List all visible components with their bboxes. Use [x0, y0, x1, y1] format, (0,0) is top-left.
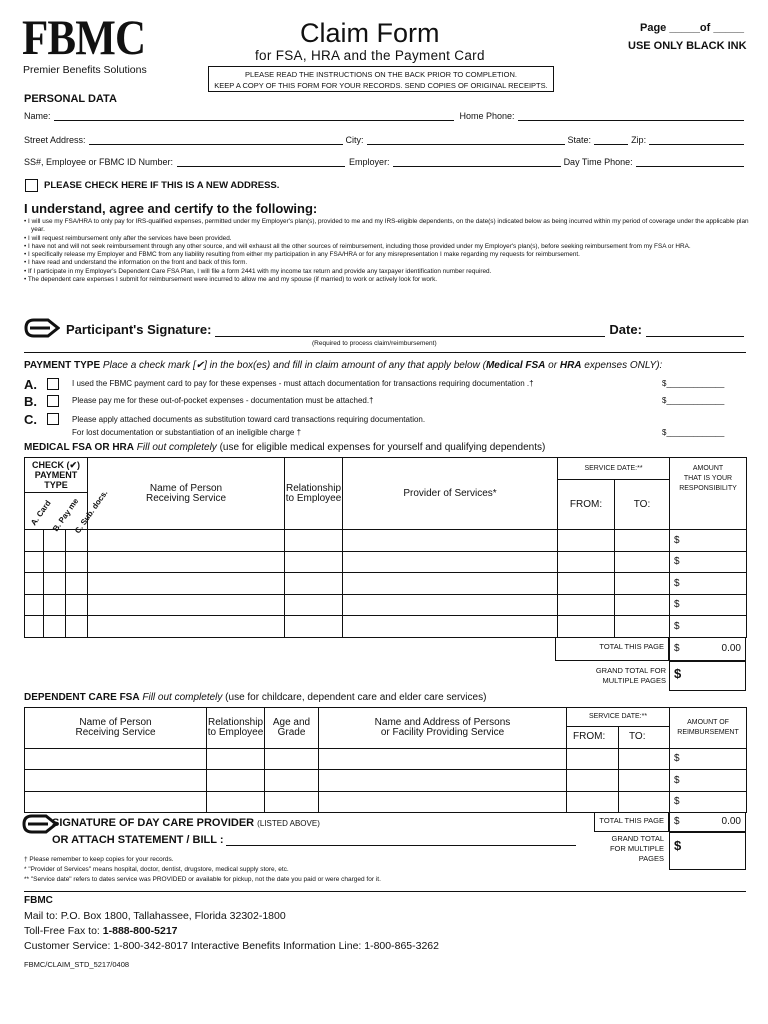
dc-age-column-header: Age and Grade: [265, 708, 319, 749]
state-label: State:: [567, 135, 592, 145]
ink-note: USE ONLY BLACK INK: [628, 40, 747, 52]
dependent-care-table: [24, 707, 747, 813]
table-row: [25, 551, 747, 573]
option-a-amount[interactable]: $_____________: [662, 379, 725, 388]
option-a-letter: A.: [24, 377, 37, 392]
notice-line-1: PLEASE READ THE INSTRUCTIONS ON THE BACK PRIOR TO COMPLETION.: [245, 70, 517, 79]
home-phone-label: Home Phone:: [459, 111, 515, 121]
signature-required-note: (Required to process claim/reimbursement): [312, 340, 437, 347]
new-address-checkbox[interactable]: [25, 179, 38, 192]
signature-label: Participant's Signature:: [66, 322, 212, 337]
ssn-input[interactable]: [177, 158, 345, 167]
fax-row: [24, 925, 178, 937]
payment-type-heading-row: PAYMENT TYPE Place a check mark [✔] in the box(es) and fill in claim amount of any that apply below (Medical FSA or HRA expenses ONLY):: [24, 360, 663, 371]
name-label: Name:: [24, 111, 51, 121]
form-title: Claim Form: [300, 18, 440, 48]
customer-service: Customer Service: 1-800-342-8017 Interactive Benefits Information Line: 1-800-865-3262: [24, 940, 439, 952]
amount-cell[interactable]: $: [670, 530, 747, 552]
personal-data-heading: PERSONAL DATA: [24, 93, 117, 105]
dc-provider-column-header: Name and Address of Persons or Facility Providing Service: [319, 708, 567, 749]
form-subtitle: for FSA, HRA and the Payment Card: [255, 48, 485, 63]
table-row: [25, 748, 747, 770]
footnote: * "Provider of Services" means hospital, doctor, dentist, drugstore, medical supply store, etc.: [24, 866, 289, 873]
certify-heading: I understand, agree and certify to the following:: [24, 201, 318, 216]
street-label: Street Address:: [24, 135, 86, 145]
service-date-header: SERVICE DATE:**: [558, 458, 670, 480]
id-row: [24, 157, 744, 167]
day-phone-label: Day Time Phone:: [563, 157, 633, 167]
option-c-checkbox[interactable]: [47, 413, 59, 425]
medical-expense-table: [24, 457, 747, 638]
new-address-label: PLEASE CHECK HERE IF THIS IS A NEW ADDRESS.: [44, 180, 280, 191]
dc-grand-dollar: $: [674, 838, 682, 853]
from-column-header: FROM:: [558, 480, 615, 530]
table-row: [25, 530, 747, 552]
option-a-text: I used the FBMC payment card to pay for these expenses - must attach documentation for transactions requiring documentation .†: [72, 379, 534, 388]
divider: [24, 891, 746, 892]
table-row: [25, 616, 747, 638]
street-input[interactable]: [89, 136, 343, 145]
table-row: [25, 594, 747, 616]
fbmc-logo: FBMC: [22, 9, 146, 65]
name-column-header: Name of Person Receiving Service: [88, 458, 285, 530]
state-input[interactable]: [594, 136, 628, 145]
dc-name-column-header: Name of Person Receiving Service: [25, 708, 207, 749]
option-b-text: Please pay me for these out-of-pocket expenses - documentation must be attached.†: [72, 396, 374, 405]
arrow-icon: [24, 318, 60, 338]
zip-input[interactable]: [649, 136, 744, 145]
table-row: [25, 770, 747, 792]
certify-item: • I will use my FSA/HRA to only pay for IRS-qualified expenses, permitted under my Employer's plan(s), provided to me and my IRS-eligible dependents, on the date(s) indicated below as being incurred within my period of coverage under the applicable plan year.: [24, 218, 749, 234]
notice-line-2: KEEP A COPY OF THIS FORM FOR YOUR RECORDS. SEND COPIES OF ORIGINAL RECEIPTS.: [214, 81, 548, 90]
amount-cell[interactable]: $: [670, 551, 747, 573]
provider-column-header: Provider of Services*: [343, 458, 558, 530]
day-care-signature-label: SIGNATURE OF DAY CARE PROVIDER: [52, 817, 255, 829]
col-c-sub-docs: C. Sub. docs.: [73, 488, 110, 536]
dc-to-column-header: TO:: [619, 727, 670, 749]
logo-tagline: Premier Benefits Solutions: [23, 64, 147, 76]
zip-label: Zip:: [631, 135, 647, 145]
amount-cell[interactable]: $: [670, 573, 747, 595]
medical-grand-total-box[interactable]: [669, 661, 746, 691]
certify-item: • I specifically release my Employer and FBMC from any liability resulting from either my participation in any FSA/HRA or for any misrepresentation I make regarding my requests for reimbursement.: [24, 251, 580, 259]
option-b-checkbox[interactable]: [47, 395, 59, 407]
table-row: [25, 573, 747, 595]
dc-service-date-header: SERVICE DATE:**: [567, 708, 670, 727]
option-c-letter: C.: [24, 412, 37, 427]
medical-total-value: 0.00: [721, 643, 741, 654]
medical-heading: MEDICAL FSA OR HRA: [24, 442, 134, 453]
certify-item: • I have read and understand the information on the front and back of this form.: [24, 259, 248, 267]
certify-item: • The dependent care expenses I submit for reimbursement were incurred to allow me and my spouse (if married) to work or actively look for work.: [24, 276, 438, 284]
dc-relationship-column-header: Relationship to Employee: [207, 708, 265, 749]
fax-label: Toll-Free Fax to:: [24, 925, 103, 937]
form-code: FBMC/CLAIM_STD_5217/0408: [24, 960, 130, 969]
day-care-signature-note: (LISTED ABOVE): [257, 819, 320, 828]
certify-item: • I have not and will not seek reimbursement through any other source, and will exhaust all the other sources of reimbursement, including those provided under my Employer's plan(s), before seeking reimbursement from my FSA or HRA.: [24, 242, 691, 250]
address-row: [24, 135, 744, 145]
dc-from-column-header: FROM:: [567, 727, 619, 749]
option-c-text: Please apply attached documents as substitution toward card transactions requiring documentation.: [72, 415, 426, 424]
option-b-letter: B.: [24, 394, 37, 409]
option-b-amount[interactable]: $_____________: [662, 396, 725, 405]
option-a-checkbox[interactable]: [47, 378, 59, 390]
signature-row: [66, 322, 744, 337]
amount-cell[interactable]: $: [670, 748, 747, 770]
payment-instruction: Place a check mark [✔] in the box(es) and fill in claim amount of any that apply below (: [102, 360, 486, 371]
payment-type-heading: PAYMENT TYPE: [24, 360, 101, 371]
dependent-heading: DEPENDENT CARE FSA: [24, 692, 140, 703]
day-phone-input[interactable]: [636, 158, 744, 167]
page-number-field[interactable]: Page _____of _____: [640, 22, 744, 34]
name-row: [24, 111, 744, 121]
amount-cell[interactable]: $: [670, 594, 747, 616]
certify-list: [24, 218, 754, 284]
payment-type-title: PAYMENT TYPE: [34, 470, 78, 490]
check-payment-type-header: [25, 458, 110, 536]
dependent-sub: (use for childcare, dependent care and elder care services): [225, 692, 487, 703]
employer-input[interactable]: [393, 158, 561, 167]
mail-address: Mail to: P.O. Box 1800, Tallahassee, Florida 32302-1800: [24, 910, 286, 922]
footnote: ** "Service date" refers to dates service was PROVIDED or available for pickup, not the date you paid or were charged for it.: [24, 876, 381, 883]
dc-total-label: TOTAL THIS PAGE: [594, 812, 669, 832]
dc-total-box[interactable]: [669, 812, 746, 832]
amount-cell[interactable]: $: [670, 616, 747, 638]
attach-statement-row: [52, 834, 576, 846]
certify-item: • If I participate in my Employer's Dependent Care FSA Plan, I will file a form 2441 with my income tax return and provide any taxpayer identification number required.: [24, 267, 492, 275]
certify-item: • I will request reimbursement only after the services have been provided.: [24, 234, 232, 242]
to-column-header: TO:: [615, 480, 670, 530]
dependent-sub-italic: Fill out completely: [142, 692, 223, 703]
date-input[interactable]: [646, 328, 744, 337]
relationship-column-header: Relationship to Employee: [285, 458, 343, 530]
dc-amount-column-header: AMOUNT OF REIMBURSEMENT: [670, 708, 747, 749]
dc-grand-total-label: GRAND TOTAL FOR MULTIPLE PAGES: [609, 834, 664, 863]
amount-cell[interactable]: $: [670, 791, 747, 813]
divider: [24, 352, 746, 353]
dc-total-dollar: $: [674, 816, 680, 827]
medical-total-box[interactable]: [669, 637, 746, 661]
check-title: CHECK (✔): [31, 460, 81, 470]
signature-input[interactable]: [215, 328, 605, 337]
medical-grand-total-label: GRAND TOTAL FOR MULTIPLE PAGES: [595, 666, 666, 685]
col-b-pay-me: B. Pay me: [51, 496, 81, 534]
day-care-signature-input[interactable]: [226, 837, 577, 846]
city-label: City:: [345, 135, 364, 145]
day-care-signature-row: [52, 817, 320, 829]
amount-cell[interactable]: $: [670, 770, 747, 792]
dc-grand-total-box[interactable]: [669, 832, 746, 870]
footnote: † Please remember to keep copies for your records.: [24, 856, 174, 863]
instructions-notice: [208, 66, 554, 92]
col-a-card: A. Card: [29, 498, 53, 528]
option-c-text-2: For lost documentation or substantiation of an ineligible charge †: [72, 428, 302, 437]
table-row: [25, 791, 747, 813]
city-input[interactable]: [367, 136, 565, 145]
dependent-heading-row: [24, 692, 486, 703]
medical-sub: (use for eligible medical expenses for yourself and qualifying dependents): [219, 442, 546, 453]
contact-org: FBMC: [24, 895, 53, 906]
home-phone-input[interactable]: [518, 112, 744, 121]
ssn-label: SS#, Employee or FBMC ID Number:: [24, 157, 174, 167]
medical-total-dollar: $: [674, 643, 680, 654]
amount-column-header: AMOUNT THAT IS YOUR RESPONSIBILITY: [670, 458, 747, 530]
name-input[interactable]: [54, 112, 454, 121]
dc-total-value: 0.00: [721, 816, 741, 827]
fax-number: 1-888-800-5217: [102, 925, 178, 937]
employer-label: Employer:: [349, 157, 390, 167]
medical-heading-row: [24, 442, 545, 453]
option-c-amount[interactable]: $_____________: [662, 428, 725, 437]
attach-statement-label: OR ATTACH STATEMENT / BILL :: [52, 834, 224, 846]
new-address-row: [25, 179, 279, 192]
medical-grand-dollar: $: [674, 666, 682, 681]
medical-total-label: TOTAL THIS PAGE: [555, 637, 669, 661]
medical-sub-italic: Fill out completely: [136, 442, 217, 453]
date-label: Date:: [609, 322, 642, 337]
footnotes: [24, 855, 381, 885]
